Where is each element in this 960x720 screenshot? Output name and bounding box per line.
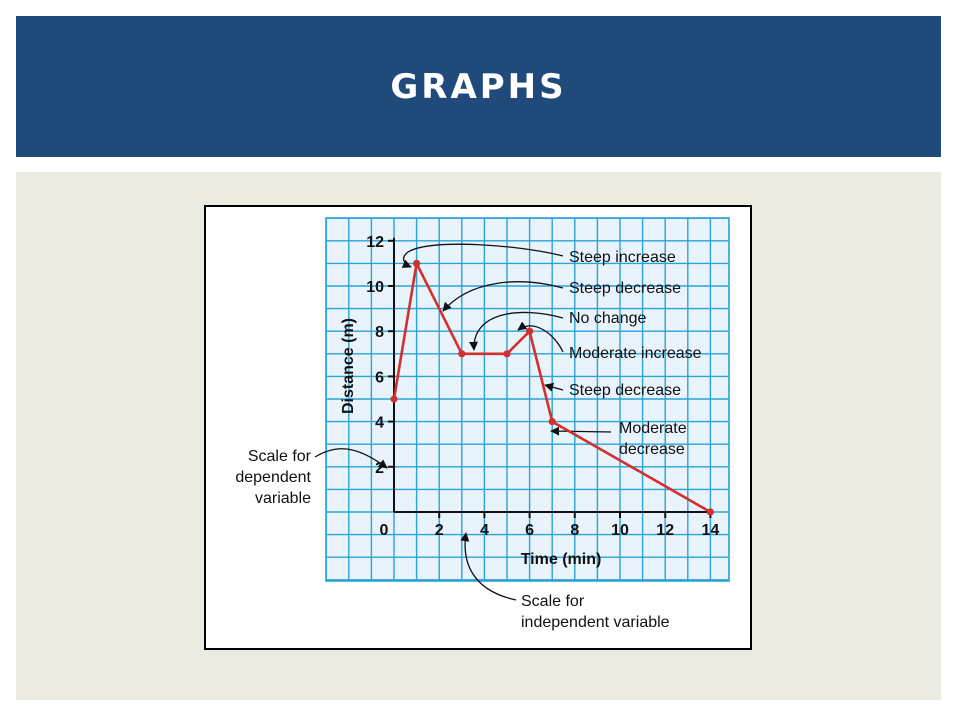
data-point — [458, 350, 465, 357]
annotation-moderate-decrease-line2: decrease — [619, 441, 685, 458]
x-axis-title: Time (min) — [520, 551, 602, 568]
annotation-moderate-increase: Moderate increase — [569, 345, 702, 362]
x-tick-label: 12 — [656, 522, 675, 539]
y-tick-label: 4 — [375, 414, 384, 432]
y-axis-title: Distance (m) — [340, 317, 357, 415]
slide-title: GRAPHS — [390, 66, 567, 107]
data-point — [390, 395, 397, 402]
x-tick-label: 10 — [611, 522, 629, 539]
y-tick-label: 10 — [366, 279, 384, 296]
y-tick-label: 2 — [375, 459, 384, 477]
annotation-independent-line1: Scale for — [521, 593, 585, 610]
y-tick-label: 6 — [375, 369, 384, 387]
annotation-steep-decrease-2: Steep decrease — [569, 382, 682, 399]
annotation-dependent-line2: dependent — [235, 469, 311, 486]
x-tick-label: 2 — [434, 522, 444, 539]
x-tick-label: 4 — [479, 522, 489, 539]
annotation-steep-increase: Steep increase — [569, 249, 676, 266]
annotation-steep-decrease-1: Steep decrease — [569, 280, 682, 297]
data-point — [549, 418, 556, 425]
annotation-moderate-decrease-line1: Moderate — [619, 420, 687, 437]
annotation-dependent-line3: variable — [254, 490, 311, 507]
data-point — [707, 508, 714, 515]
y-tick-label: 12 — [366, 233, 384, 251]
data-point — [503, 350, 510, 357]
x-tick-label: 14 — [701, 522, 720, 539]
x-tick-label: 8 — [570, 522, 580, 539]
x-tick-label: 6 — [525, 522, 535, 539]
annotation-no-change: No change — [569, 310, 647, 327]
data-point — [413, 260, 420, 267]
data-point — [526, 328, 533, 335]
annotation-dependent-line1: Scale for — [247, 448, 311, 465]
x-tick-label: 0 — [379, 522, 389, 539]
annotation-independent-line2: independent variable — [521, 614, 670, 631]
y-tick-label: 8 — [375, 324, 384, 342]
